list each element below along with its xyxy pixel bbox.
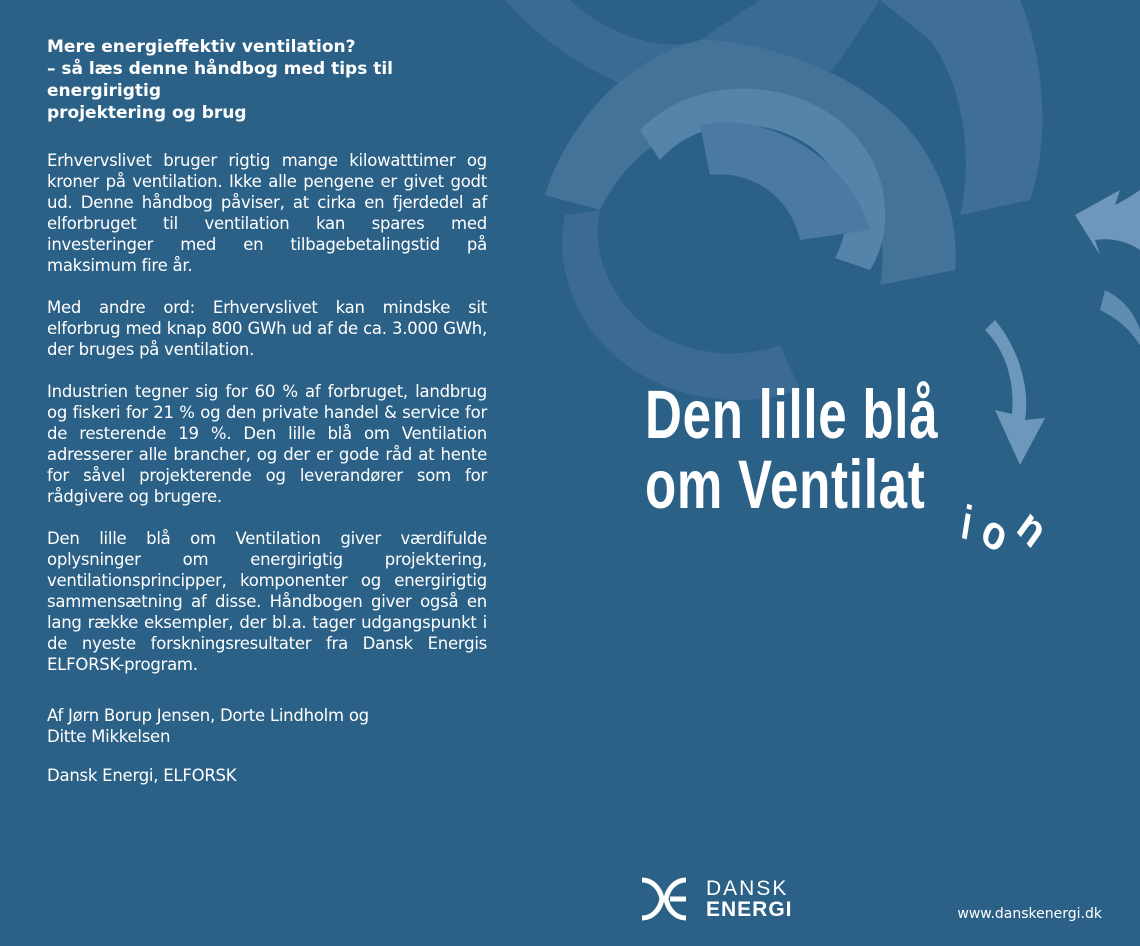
cover-title-line2: om Ventilat: [645, 446, 926, 523]
website-url: www.danskenergi.dk: [957, 906, 1102, 922]
headline-line: Mere energieffektiv ventilation?: [47, 37, 356, 57]
back-cover-headline: [47, 36, 487, 124]
logo-line2: ENERGI: [706, 898, 793, 921]
swirl-lower-left: [562, 210, 800, 400]
swirl-arrow-down: [985, 320, 1045, 465]
headline-line: – så læs denne håndbog med tips til energirigtig: [47, 59, 394, 101]
cover-title-line1: Den lille blå: [645, 376, 939, 453]
authors: Af Jørn Borup Jensen, Dorte Lindholm og Ditte Mikkelsen: [47, 706, 369, 746]
headline-line: projektering og brug: [47, 103, 247, 123]
cover-title: [645, 376, 939, 523]
swirl-arrow-right: [1075, 190, 1140, 255]
cover-title-tail-letter: n: [1009, 499, 1055, 559]
body-paragraph: Industrien tegner sig for 60 % af forbruget, landbrug og fiskeri for 21 % og den private handel & service for de resterende 19 %. Den lille blå om Ventilation adresserer alle brancher, og der er gode råd at hente for såvel projekterende og leverandører som for rådgivere og brugere.: [47, 382, 487, 506]
publisher: Dansk Energi, ELFORSK: [47, 766, 237, 785]
body-paragraph: Den lille blå om Ventilation giver værdifulde oplysninger om energirigtig projektering, ventilationsprincipper, komponenter og energirigtig sammensætning af disse. Håndbogen giver også en lang række eksempler, der bl.a. tager udgangspunkt i de nyeste forskningsresultater fra Dansk Energis ELFORSK-program.: [47, 529, 487, 674]
body-paragraph: Med andre ord: Erhvervslivet kan mindske sit elforbrug med knap 800 GWh ud af de ca. 3.000 GWh, der bruges på ventilation.: [47, 298, 487, 359]
swirl-arrow-small: [1100, 290, 1140, 345]
back-cover-text: [47, 36, 487, 786]
cover-title-tail-letter: o: [974, 503, 1016, 564]
body-paragraph: Erhvervslivet bruger rigtig mange kilowatttimer og kroner på ventilation. Ikke alle pengene er givet godt ud. Denne håndbog påviser, at cirka en fjerdedel af elforbruget til ventilation kan spares med investeringer med en tilbagebetalingstid på maksimum fire år.: [47, 151, 487, 275]
logo-line1: DANSK: [706, 877, 789, 900]
cover-title-tail-letter: i: [957, 496, 976, 551]
logo-wordmark: [706, 878, 793, 920]
dansk-energi-logo: [640, 876, 793, 922]
dansk-energi-logo-icon: [640, 876, 688, 922]
